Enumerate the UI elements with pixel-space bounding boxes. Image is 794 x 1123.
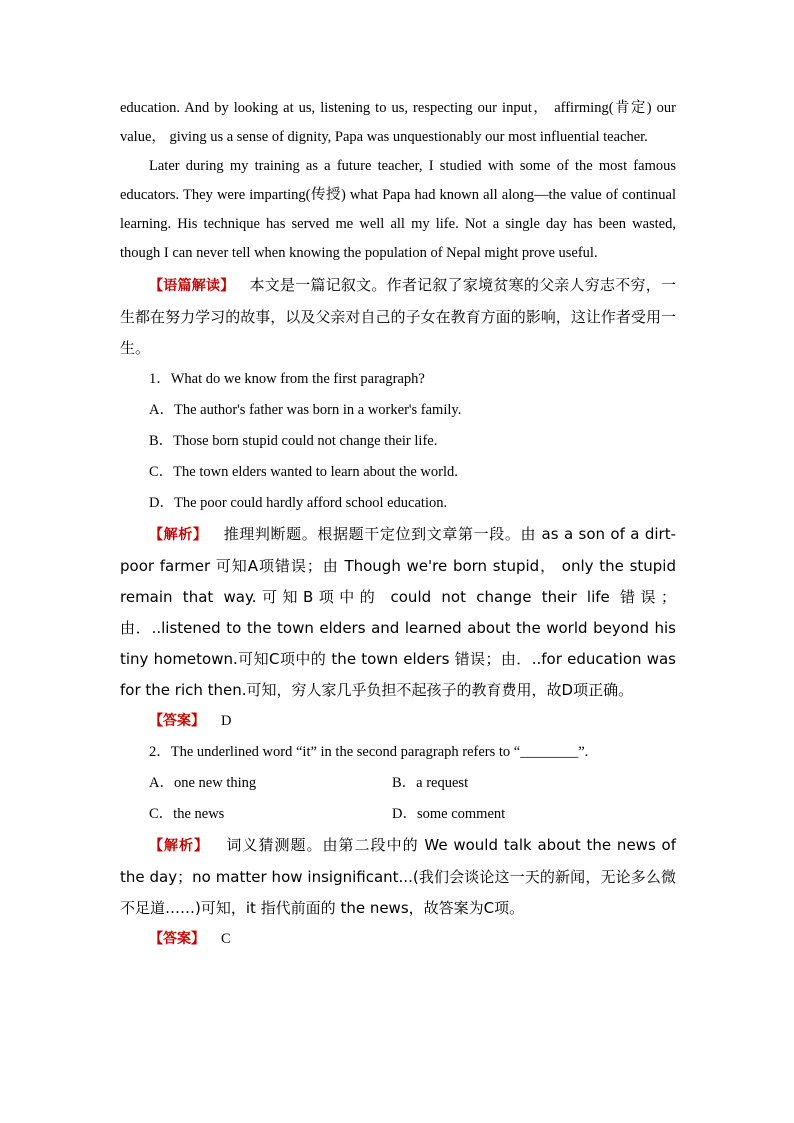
question-1-explanation [120,519,676,706]
question-1-answer-value: D [221,713,232,729]
question-2-option-a: A．one new thing [149,775,257,791]
question-2-answer-tag: 【答案】 [149,931,205,947]
question-1 [120,364,676,737]
analysis-text: 本文是一篇记叙文。作者记叙了家境贫寒的父亲人穷志不穷，一生都在努力学习的故事，以及父亲对自己的子女在教育方面的影响，这让作者受用一生。 [120,276,676,357]
question-2-explain-text: 词义猜测题。由第二段中的 We would talk about the news of the day；no matter how insignificant...(我们会谈论这一天的新闻，无论多么微不足道……)可知，it 指代前面的 the news，故答案为C项。 [120,836,676,917]
document-page [120,94,676,955]
question-1-option-b: B．Those born stupid could not change their life. [149,433,438,449]
question-2-explanation [120,830,676,924]
question-2 [120,737,676,955]
question-2-option-c: C．the news [149,806,225,822]
question-1-explain-text: 推理判断题。根据题干定位到文章第一段。由 as a son of a dirt-poor farmer 可知A项错误；由 Though we're born stupid， only the stupid remain that way.可知B项中的 could not change their life 错误；由．..listened to the town elders and learned about the world beyond his tiny hometown.可知C项中的 the town elders 错误；由．..for education was for the rich then.可知，穷人家几乎负担不起孩子的教育费用，故D项正确。 [120,525,677,699]
question-2-answer-value: C [221,931,231,947]
question-2-options-row-1 [120,768,676,799]
question-1-option-a: A．The author's father was born in a worker's family. [149,402,462,418]
question-1-option-c: C．The town elders wanted to learn about the world. [149,464,458,480]
question-2-option-d: D．some comment [392,806,506,822]
passage-analysis [120,270,676,364]
question-2-options-row-2 [120,799,676,830]
question-2-explain-tag: 【解析】 [149,838,210,854]
question-1-option-d: D．The poor could hardly afford school education. [149,495,448,511]
passage-paragraph-1: education. And by looking at us, listening to us, respecting our input， affirming(肯定) our value， giving us a sense of dignity, Papa was unquestionably our most influential teacher. [120,100,676,145]
question-1-answer-tag: 【答案】 [149,713,205,729]
question-2-stem: 2．The underlined word “it” in the second paragraph refers to “________”. [149,744,589,760]
question-2-option-b: B．a request [392,775,469,791]
question-1-explain-tag: 【解析】 [149,527,208,543]
question-1-stem: 1．What do we know from the first paragraph? [149,371,425,387]
analysis-tag: 【语篇解读】 [149,278,235,294]
question-2-answer [120,924,676,955]
question-1-answer [120,706,676,737]
passage-paragraph-2: Later during my training as a future teacher, I studied with some of the most famous educators. They were imparting(传授) what Papa had known all along—the value of continual learning. His technique has served me well all my life. Not a single day has been wasted, though I can never tell when knowing the population of Nepal might prove useful. [120,158,676,261]
